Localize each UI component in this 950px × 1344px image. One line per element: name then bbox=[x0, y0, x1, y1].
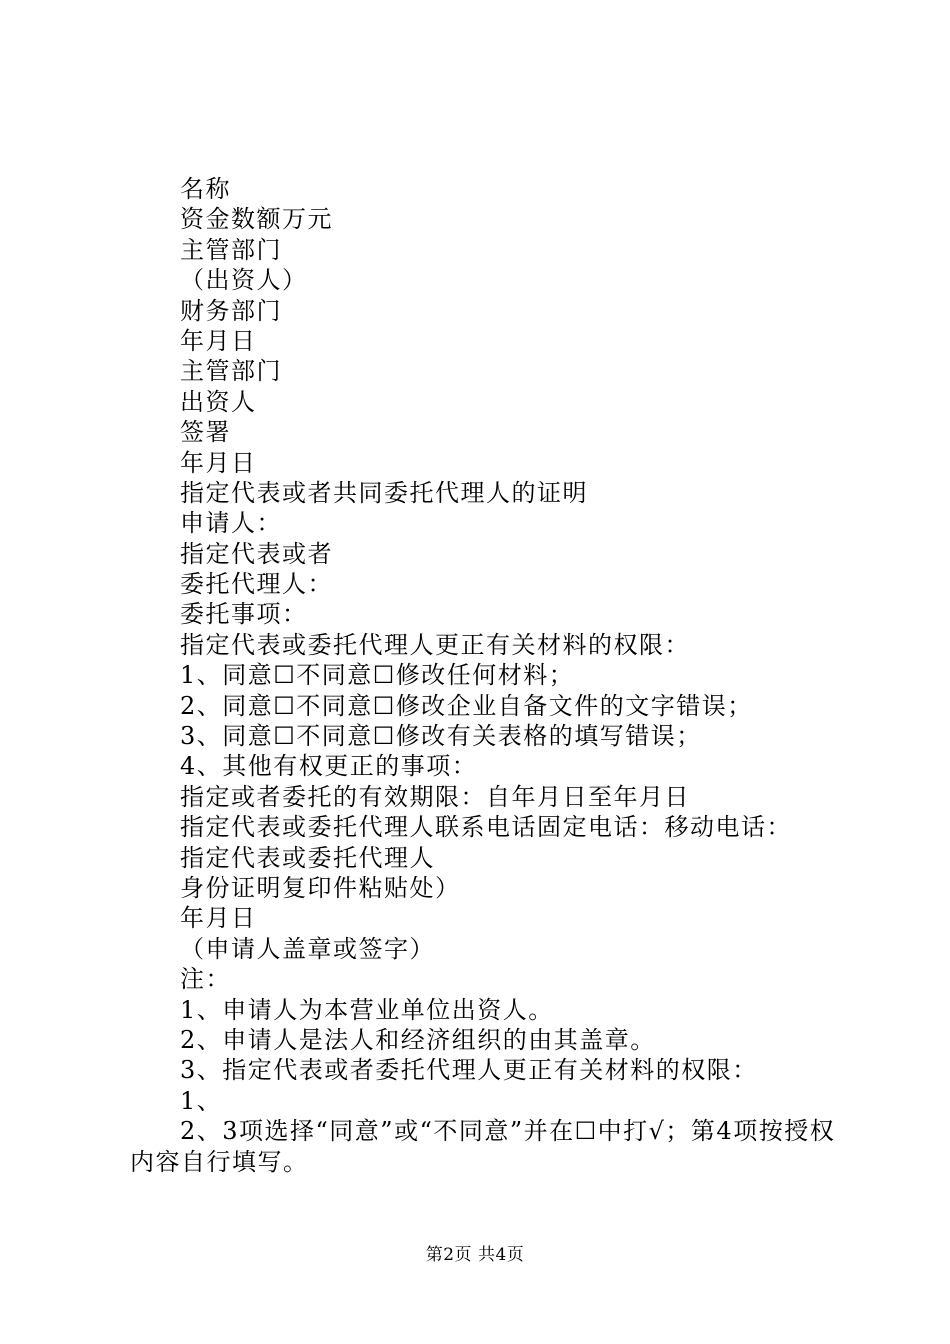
text-line: 签署 bbox=[180, 418, 231, 447]
text-line: 4、其他有权更正的事项： bbox=[180, 752, 478, 781]
text-line: 委托事项： bbox=[180, 600, 308, 629]
note-heading: 注： bbox=[180, 965, 231, 994]
note-item: 1、申请人为本营业单位出资人。 bbox=[180, 995, 554, 1024]
note-item: 1、 bbox=[180, 1086, 223, 1115]
note-item: 2、申请人是法人和经济组织的由其盖章。 bbox=[180, 1025, 656, 1054]
section-title: 指定代表或者共同委托代理人的证明 bbox=[180, 478, 588, 507]
text-line: 年月日 bbox=[180, 326, 257, 355]
page-footer: 第2页 共4页 bbox=[425, 1245, 525, 1265]
text-line: 委托代理人： bbox=[180, 570, 333, 599]
checkbox-item: 3、同意☐不同意☐修改有关表格的填写错误； bbox=[180, 722, 702, 751]
text-line: 主管部门 bbox=[180, 235, 282, 264]
text-line: 财务部门 bbox=[180, 296, 282, 325]
text-line: 身份证明复印件粘贴处） bbox=[180, 873, 461, 902]
text-line: 出资人 bbox=[180, 387, 257, 416]
text-line: 资金数额万元 bbox=[180, 205, 333, 234]
note-item: 3、指定代表或者委托代理人更正有关材料的权限： bbox=[180, 1056, 758, 1085]
text-line: 申请人： bbox=[180, 509, 282, 538]
text-line: 名称 bbox=[180, 175, 231, 203]
text-line: 指定代表或委托代理人更正有关材料的权限： bbox=[180, 630, 690, 659]
checkbox-item: 2、同意☐不同意☐修改企业自备文件的文字错误； bbox=[180, 691, 753, 720]
text-line: 年月日 bbox=[180, 904, 257, 933]
text-line: （申请人盖章或签字） bbox=[180, 934, 435, 963]
text-line: 主管部门 bbox=[180, 357, 282, 386]
text-line: 年月日 bbox=[180, 448, 257, 477]
text-line: 指定代表或者 bbox=[180, 539, 333, 568]
text-line: 指定或者委托的有效期限：自年月日至年月日 bbox=[180, 782, 690, 811]
checkbox-item: 1、同意☐不同意☐修改任何材料； bbox=[180, 661, 575, 690]
text-line: 指定代表或委托代理人联系电话固定电话：移动电话： bbox=[180, 813, 792, 842]
document-body bbox=[130, 174, 840, 1177]
text-line: 指定代表或委托代理人 bbox=[180, 843, 435, 872]
note-paragraph: 2、3项选择“同意”或“不同意”并在☐中打√；第4项按授权内容自行填写。 bbox=[130, 1117, 836, 1176]
text-line: （出资人） bbox=[180, 266, 308, 295]
